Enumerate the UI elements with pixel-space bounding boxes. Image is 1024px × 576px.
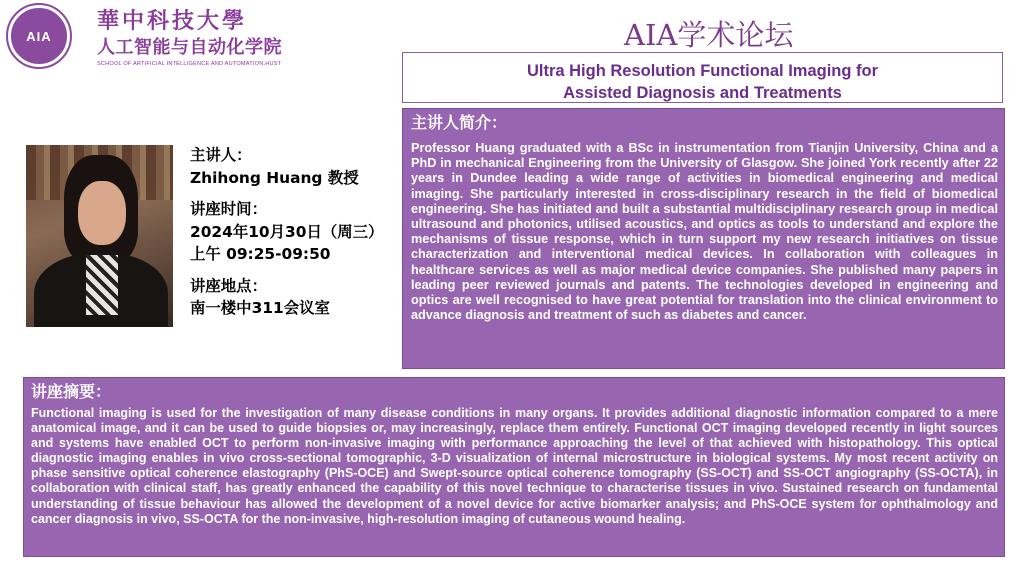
talk-title-line-2: Assisted Diagnosis and Treatments [563, 84, 842, 102]
university-name: 華中科技大學 [97, 8, 248, 34]
speaker-label: 主讲人： [190, 146, 252, 164]
abstract-heading: 讲座摘要： [31, 382, 112, 401]
speaker-name: Zhihong Huang 教授 [190, 168, 359, 187]
talk-time: 上午 09:25-09:50 [190, 245, 331, 263]
abstract-text: Functional imaging is used for the investigation of many disease conditions in many organs. It provides additional diagnostic information compared to a mere anatomical image, and it can be used to guide biopsies or, may increasingly, replace them entirely. Functional OCT imaging developed recently in light sources and systems have enabled OCT to perform non-invasive imaging with performance approaching the level of that achieved with histopathology. This optical diagnostic imaging enables in vivo cross-sectional tomographic, 3-D visualization of internal microstructure in biological systems. My most recent activity on phase sensitive optical coherence elastography (PhS-OCE) and Swept-source optical coherence tomography (SS-OCT) and SS-OCT angiography (SS-OCTA), in collaboration with clinical staff, has greatly enhanced the capability of this novel technique to characterise tissues in vivo. Sustained research on fundamental understanding of tissue behaviour has allowed the development of a novel device for active biomarker analysis; and PhS-OCE system for ophthalmology and cancer diagnosis in vivo, SS-OCTA for the non-invasive, high-resolution imaging of cutaneous wound healing. [31, 406, 998, 526]
time-label: 讲座时间： [190, 200, 267, 218]
college-name: 人工智能与自动化学院 [97, 37, 282, 58]
speaker-bio-panel [402, 108, 1005, 369]
venue: 南一楼中311会议室 [190, 299, 330, 317]
talk-title-line-1: Ultra High Resolution Functional Imaging for [526, 62, 879, 80]
forum-title: AIA学术论坛 [624, 18, 794, 52]
abstract-panel [23, 377, 1005, 557]
bio-text: Professor Huang graduated with a BSc in instrumentation from Tianjin University, China and a PhD in mechanical Engineering from the University of Glasgow. She joined York recently after 22 years in Dundee leading a wide range of activities in biomedical engineering and medical imaging. She particularly interested in cross-disciplinary research in the field of biomedical engineering. She has initiated and built a substantial multidisciplinary research group in medical ultrasound and photonics, utilised acoustics, and optics as tools to understand and explore the mechanisms of tissue response, which in turn support my new research initiatives on tissue characterization and interventional medical devices. In collaboration with colleagues in healthcare services as well as major medical device companies. She published many papers in leading peer reviewed journals and patents. The technologies developed in engineering and optics are well recognised to have great potential for translation into the clinical environment to advance diagnosis and treatment of such as diabetes and cancer. [411, 141, 998, 323]
logo-text: AIA [26, 28, 52, 44]
speaker-info [190, 144, 383, 320]
speaker-photo [26, 145, 173, 327]
college-name-english: SCHOOL OF ARTIFICIAL INTELLIGENCE AND AUTOMATION,HUST [97, 61, 282, 67]
bio-heading: 主讲人简介： [411, 113, 508, 132]
venue-label: 讲座地点： [190, 276, 267, 295]
talk-title [402, 52, 1003, 103]
talk-date: 2024年10月30日（周三） [190, 222, 384, 241]
university-logo [8, 5, 70, 67]
